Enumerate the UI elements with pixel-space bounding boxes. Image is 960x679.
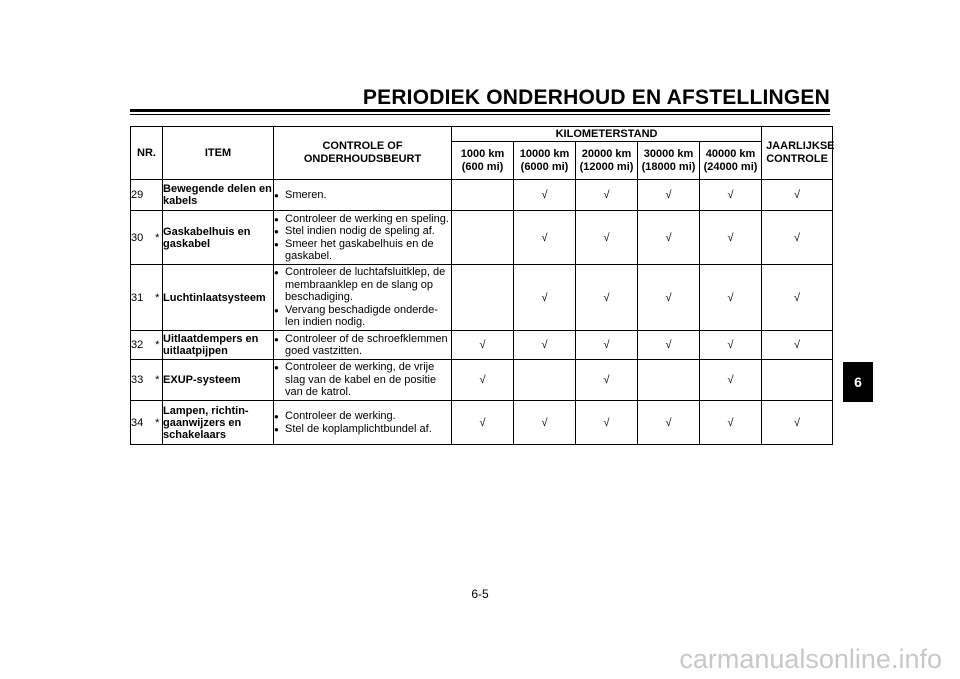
row-number: 30	[131, 211, 153, 265]
header-nr: NR.	[131, 127, 163, 180]
interval-check: √	[700, 360, 762, 401]
dealer-service-mark: *	[153, 331, 163, 360]
item-name: Gaskabelhuis en gaskabel	[163, 211, 274, 265]
header-km-0	[452, 142, 514, 180]
interval-check: √	[638, 211, 700, 265]
interval-check: √	[514, 180, 576, 211]
interval-check: √	[452, 401, 514, 445]
annual-check: √	[762, 401, 833, 445]
interval-check: √	[576, 265, 638, 331]
annual-check	[762, 360, 833, 401]
interval-check: √	[514, 265, 576, 331]
action-bullet: ● Controleer of de schroefklemmen goed vastzitten.	[274, 333, 451, 358]
header-km-value: 30000 km	[643, 147, 694, 160]
control-actions	[274, 265, 452, 331]
interval-check: √	[576, 331, 638, 360]
control-actions	[274, 180, 452, 211]
header-mi-value: (12000 mi)	[579, 160, 634, 173]
watermark: carmanualsonline.info	[679, 644, 942, 674]
header-km-4	[700, 142, 762, 180]
row-number: 33	[131, 360, 153, 401]
dealer-service-mark: *	[153, 360, 163, 401]
interval-check: √	[700, 180, 762, 211]
header-item: ITEM	[163, 127, 274, 180]
interval-check: √	[638, 265, 700, 331]
table-row	[131, 180, 833, 211]
action-bullet: ● Vervang beschadigde onderde-len indien nodig.	[274, 304, 451, 329]
interval-check	[452, 265, 514, 331]
page-number: 6-5	[471, 587, 489, 601]
dealer-service-mark	[153, 180, 163, 211]
annual-check: √	[762, 331, 833, 360]
header-control: CONTROLE OF ONDERHOUDSBEURT	[274, 127, 452, 180]
item-name: Bewegende delen en kabels	[163, 180, 274, 211]
interval-check: √	[638, 180, 700, 211]
header-mi-value: (18000 mi)	[641, 160, 696, 173]
table-row	[131, 360, 833, 401]
header-kilometerstand: KILOMETERSTAND	[452, 127, 762, 142]
header-km-1	[514, 142, 576, 180]
header-km-value: 10000 km	[519, 147, 570, 160]
dealer-service-mark: *	[153, 401, 163, 445]
action-bullet: ● Controleer de werking, de vrije slag van de kabel en de positie van de katrol.	[274, 361, 451, 399]
action-bullet: ● Controleer de werking en speling.	[274, 213, 451, 226]
control-actions	[274, 360, 452, 401]
row-number: 29	[131, 180, 153, 211]
action-bullet: ● Controleer de werking.	[274, 410, 451, 423]
interval-check: √	[700, 211, 762, 265]
interval-check	[452, 211, 514, 265]
header-km-value: 20000 km	[581, 147, 632, 160]
item-name: Uitlaatdempers en uitlaatpijpen	[163, 331, 274, 360]
title-rule-thin	[130, 114, 830, 115]
action-bullet: ● Smeer het gaskabelhuis en de gaskabel.	[274, 238, 451, 263]
annual-check: √	[762, 211, 833, 265]
page-title: PERIODIEK ONDERHOUD EN AFSTELLINGEN	[362, 86, 830, 109]
table-row	[131, 401, 833, 445]
dealer-service-mark: *	[153, 265, 163, 331]
interval-check: √	[638, 401, 700, 445]
interval-check: √	[638, 331, 700, 360]
interval-check: √	[700, 265, 762, 331]
interval-check: √	[514, 331, 576, 360]
annual-check: √	[762, 180, 833, 211]
interval-check	[452, 180, 514, 211]
title-rule-thick	[130, 109, 830, 112]
annual-check: √	[762, 265, 833, 331]
interval-check: √	[700, 401, 762, 445]
interval-check: √	[576, 401, 638, 445]
interval-check	[514, 360, 576, 401]
dealer-service-mark: *	[153, 211, 163, 265]
maintenance-table	[130, 126, 833, 445]
item-name: EXUP-systeem	[163, 360, 274, 401]
interval-check	[638, 360, 700, 401]
item-name: Lampen, richtin-gaanwijzers en schakelaars	[163, 401, 274, 445]
item-name: Luchtinlaatsysteem	[163, 265, 274, 331]
action-bullet: ● Stel indien nodig de speling af.	[274, 225, 451, 238]
action-bullet: ● Controleer de luchtafsluitklep, de membraanklep en de slang op beschadiging.	[274, 266, 451, 304]
table-row	[131, 211, 833, 265]
interval-check: √	[452, 360, 514, 401]
interval-check: √	[514, 211, 576, 265]
control-actions	[274, 331, 452, 360]
interval-check: √	[514, 401, 576, 445]
interval-check: √	[576, 211, 638, 265]
control-actions	[274, 401, 452, 445]
action-bullet: ● Stel de koplamplichtbundel af.	[274, 423, 451, 436]
action-bullet: ● Smeren.	[274, 189, 451, 202]
row-number: 31	[131, 265, 153, 331]
header-km-3	[638, 142, 700, 180]
interval-check: √	[576, 180, 638, 211]
header-mi-value: (6000 mi)	[520, 160, 569, 173]
row-number: 34	[131, 401, 153, 445]
table-row	[131, 331, 833, 360]
control-actions	[274, 211, 452, 265]
header-km-value: 1000 km	[460, 147, 505, 160]
header-annual: JAARLIJKSE CONTROLE	[762, 127, 833, 180]
interval-check: √	[452, 331, 514, 360]
header-mi-value: (24000 mi)	[703, 160, 758, 173]
table-row	[131, 265, 833, 331]
header-mi-value: (600 mi)	[461, 160, 504, 173]
chapter-tab: 6	[843, 362, 873, 402]
row-number: 32	[131, 331, 153, 360]
header-km-value: 40000 km	[705, 147, 756, 160]
interval-check: √	[576, 360, 638, 401]
header-km-2	[576, 142, 638, 180]
interval-check: √	[700, 331, 762, 360]
